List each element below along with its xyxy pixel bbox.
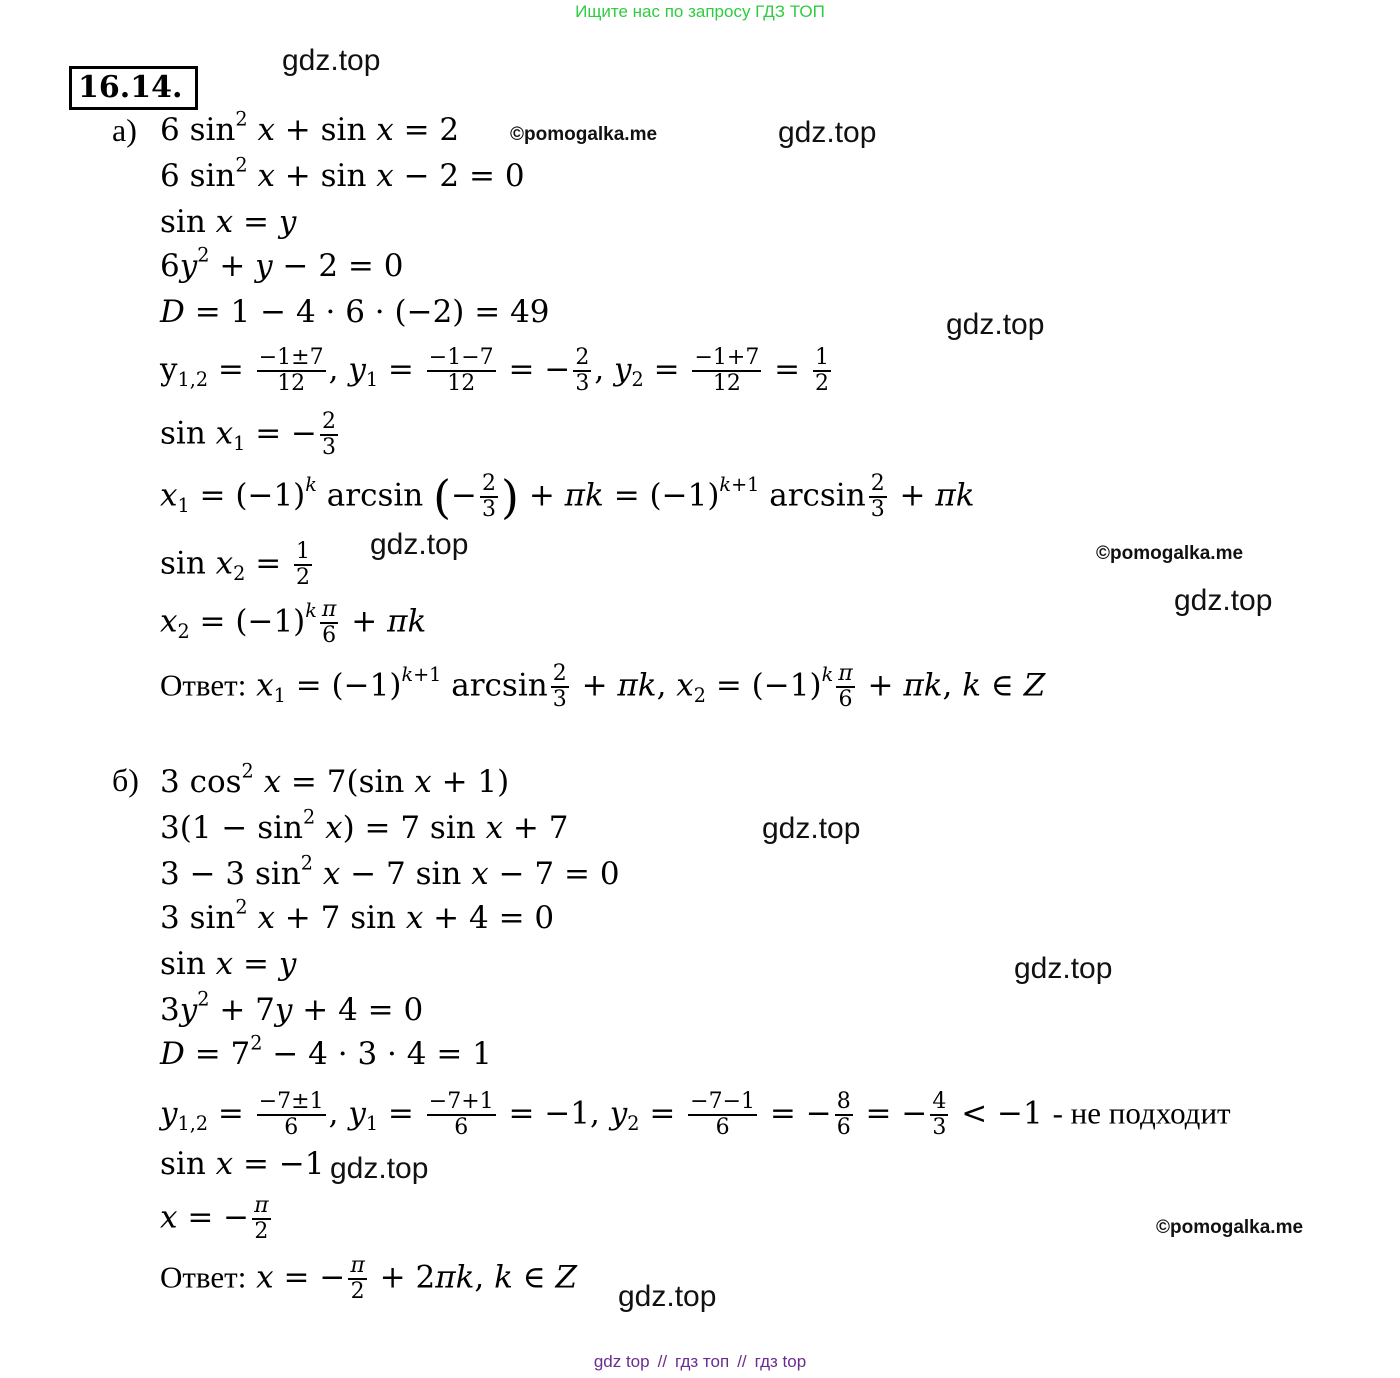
answer-line: Ответ: x = − $\frac{\pi}{2}$ + 2πk, k ∈ Z — [160, 1253, 578, 1304]
footer-link[interactable]: гдз top — [754, 1352, 807, 1371]
equation-line: 3 $\cos^2 x = 7(\sin$ x + 1) — [160, 759, 510, 800]
equation-line: $\sin x_1$ = − $\frac{2}{3}$ — [160, 409, 337, 460]
watermark-gdz: gdz.top — [618, 1280, 717, 1313]
equation-line: 3 $\sin^2 x + 7$ sin x + 4 = 0 — [160, 895, 555, 936]
equation-line: sin x = y — [160, 946, 297, 982]
equation-line: sin x = y — [160, 204, 297, 240]
answer-line: Ответ: $x_1 = (-1)^{k+1}$ arcsin $\frac{2}{3}$ + πk, $x_2 = (-1)^k$ $\frac{\pi}{6}$ + πk, k ∈ Z — [160, 661, 1046, 712]
watermark-gdz: gdz.top — [762, 812, 861, 845]
equation-line: $D = 7^2 - 4 \cdot 3 \cdot 4 = 1$ — [160, 1031, 492, 1072]
footer-links — [0, 1352, 1400, 1372]
watermark-gdz: gdz.top — [1174, 584, 1273, 617]
watermark-gdz: gdz.top — [282, 44, 381, 77]
equation-line: $6y^2 + y - 2 = 0$ — [160, 243, 404, 284]
not-fit-note: - не подходит — [1052, 1095, 1231, 1131]
watermark-pomogalka: ©pomogalka.me — [1156, 1217, 1304, 1238]
answer-word: Ответ: — [160, 667, 247, 703]
watermark-gdz: gdz.top — [370, 528, 469, 561]
equation-line: 6 $\sin^2 x + \sin x - 2 = 0$ — [160, 153, 525, 194]
problem-number: 16.14. — [69, 66, 198, 110]
answer-word: Ответ: — [160, 1259, 247, 1295]
watermark-pomogalka: ©pomogalka.me — [1096, 543, 1244, 564]
footer-separator: // — [657, 1352, 668, 1371]
part-a-label: а) — [112, 112, 137, 148]
equation-line: sin x = −1 — [160, 1146, 325, 1182]
equation-line: $x_2 = (-1)^k$ $\frac{\pi}{6}$ + πk — [160, 597, 427, 648]
footer-link[interactable]: гдз топ — [675, 1352, 730, 1371]
equation-line: $x_1 = (-1)^k$ arcsin (− $\frac{2}{3}$ ) + $\pi k = (-1)^{k+1}$ arcsin $\frac{2}{3}$ + πk — [160, 470, 975, 524]
watermark-gdz: gdz.top — [330, 1152, 429, 1185]
equation-line: $y_{1,2}$ = $\frac{-1\pm 7}{12}$ , $y_1$ = $\frac{-1-7}{12}$ = − $\frac{2}{3}$ , $y_2$ = $\frac{-1+7}{12}$ = $\frac{1}{2}$ — [160, 345, 830, 396]
watermark-gdz: gdz.top — [946, 308, 1045, 341]
equation-line: 3 − 3 $\sin^2 x - 7$ sin x − 7 = 0 — [160, 851, 620, 892]
footer-link[interactable]: gdz top — [593, 1352, 650, 1371]
watermark-gdz: gdz.top — [778, 116, 877, 149]
equation-line: $3y^2 + 7y + 4 = 0$ — [160, 987, 424, 1028]
equation-line: $y_{1,2}$ = $\frac{-7\pm 1}{6}$ , $y_1$ = $\frac{-7+1}{6}$ = −1, $y_2$ = $\frac{-7-1}{6}$ = − $\frac{8}{6}$ = − $\frac{4}{3}$ < −1 - не подходит — [160, 1089, 1231, 1140]
watermark-gdz: gdz.top — [1014, 952, 1113, 985]
equation-line: 6 $\sin^2 x + \sin x = 2$ — [160, 107, 460, 148]
equation-line: $\sin x_2$ = $\frac{1}{2}$ — [160, 539, 311, 590]
equation-line: $3(1 - \sin^2 x) = 7$ sin x + 7 — [160, 805, 569, 846]
part-b-label: б) — [112, 762, 139, 798]
equation-line: x = − $\frac{\pi}{2}$ — [160, 1193, 269, 1244]
equation-line: D = 1 − 4 · 6 · (−2) = 49 — [160, 294, 550, 330]
footer-separator: // — [737, 1352, 747, 1371]
watermark-pomogalka: ©pomogalka.me — [510, 124, 658, 145]
top-banner[interactable]: Ищите нас по запросу ГДЗ ТОП — [575, 2, 825, 21]
